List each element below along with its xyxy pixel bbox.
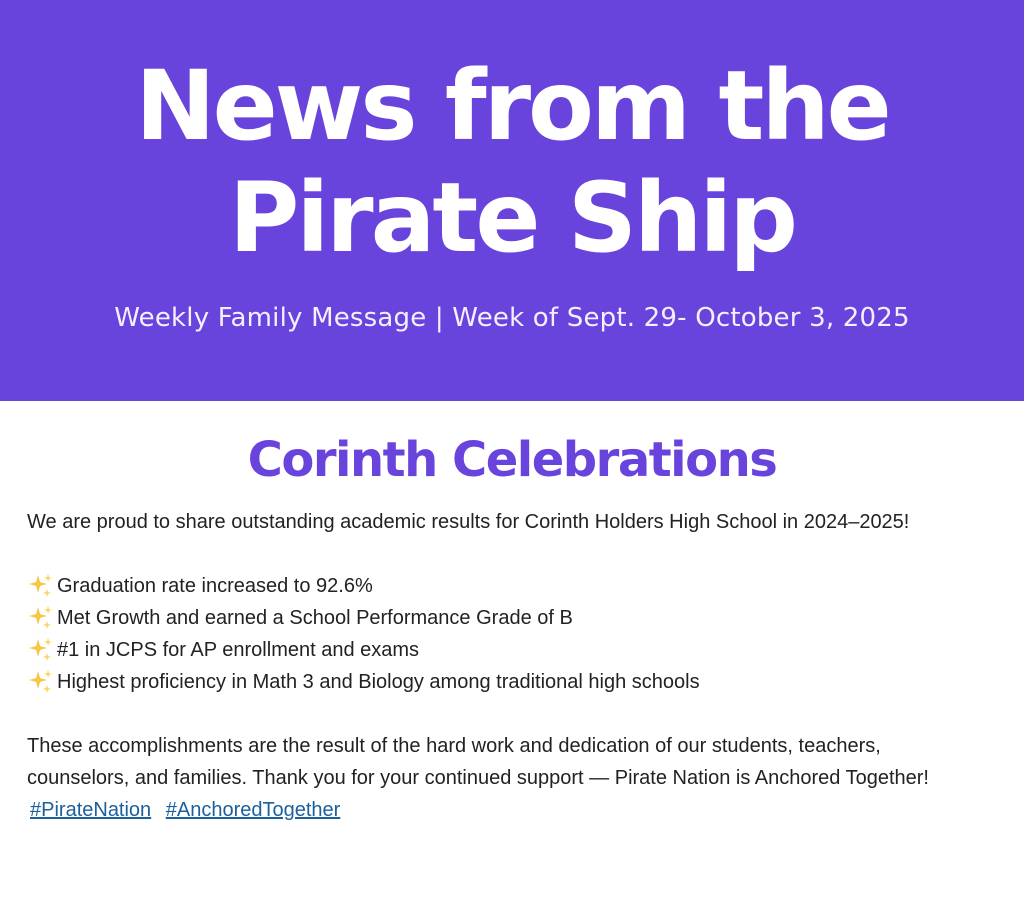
list-item <box>27 634 974 666</box>
newsletter-title <box>0 50 1024 274</box>
sparkles-icon <box>27 604 55 632</box>
sparkles-icon <box>27 572 55 600</box>
newsletter-subtitle: Weekly Family Message | Week of Sept. 29- October 3, 2025 <box>114 303 910 333</box>
section-heading: Corinth Celebrations <box>247 432 777 488</box>
highlight-text: Met Growth and earned a School Performance Grade of B <box>57 607 573 629</box>
hashtag-link-anchored-together[interactable]: #AnchoredTogether <box>165 799 341 821</box>
list-item <box>27 666 974 698</box>
highlight-text: Graduation rate increased to 92.6% <box>57 575 373 597</box>
closing-paragraph: These accomplishments are the result of the hard work and dedication of our students, teachers, counselors, and families. Thank you for your continued support — Pirate Nation is Anchored Together! <box>27 735 929 789</box>
hashtags <box>27 794 974 826</box>
highlights-list <box>27 570 974 698</box>
hashtag-link-pirate-nation[interactable]: #PirateNation <box>30 799 152 821</box>
list-item <box>27 570 974 602</box>
newsletter-title-line-1: News from the <box>135 50 889 162</box>
highlight-text: Highest proficiency in Math 3 and Biology among traditional high schools <box>57 671 700 693</box>
newsletter-title-line-2: Pirate Ship <box>229 162 795 274</box>
sparkles-icon <box>27 668 55 696</box>
celebrations-section <box>0 401 1024 904</box>
list-item <box>27 602 974 634</box>
highlight-text: #1 in JCPS for AP enrollment and exams <box>57 639 420 661</box>
sparkles-icon <box>27 636 55 664</box>
newsletter-header <box>0 0 1024 401</box>
intro-paragraph: We are proud to share outstanding academic results for Corinth Holders High School in 2024–2025! <box>27 511 910 533</box>
